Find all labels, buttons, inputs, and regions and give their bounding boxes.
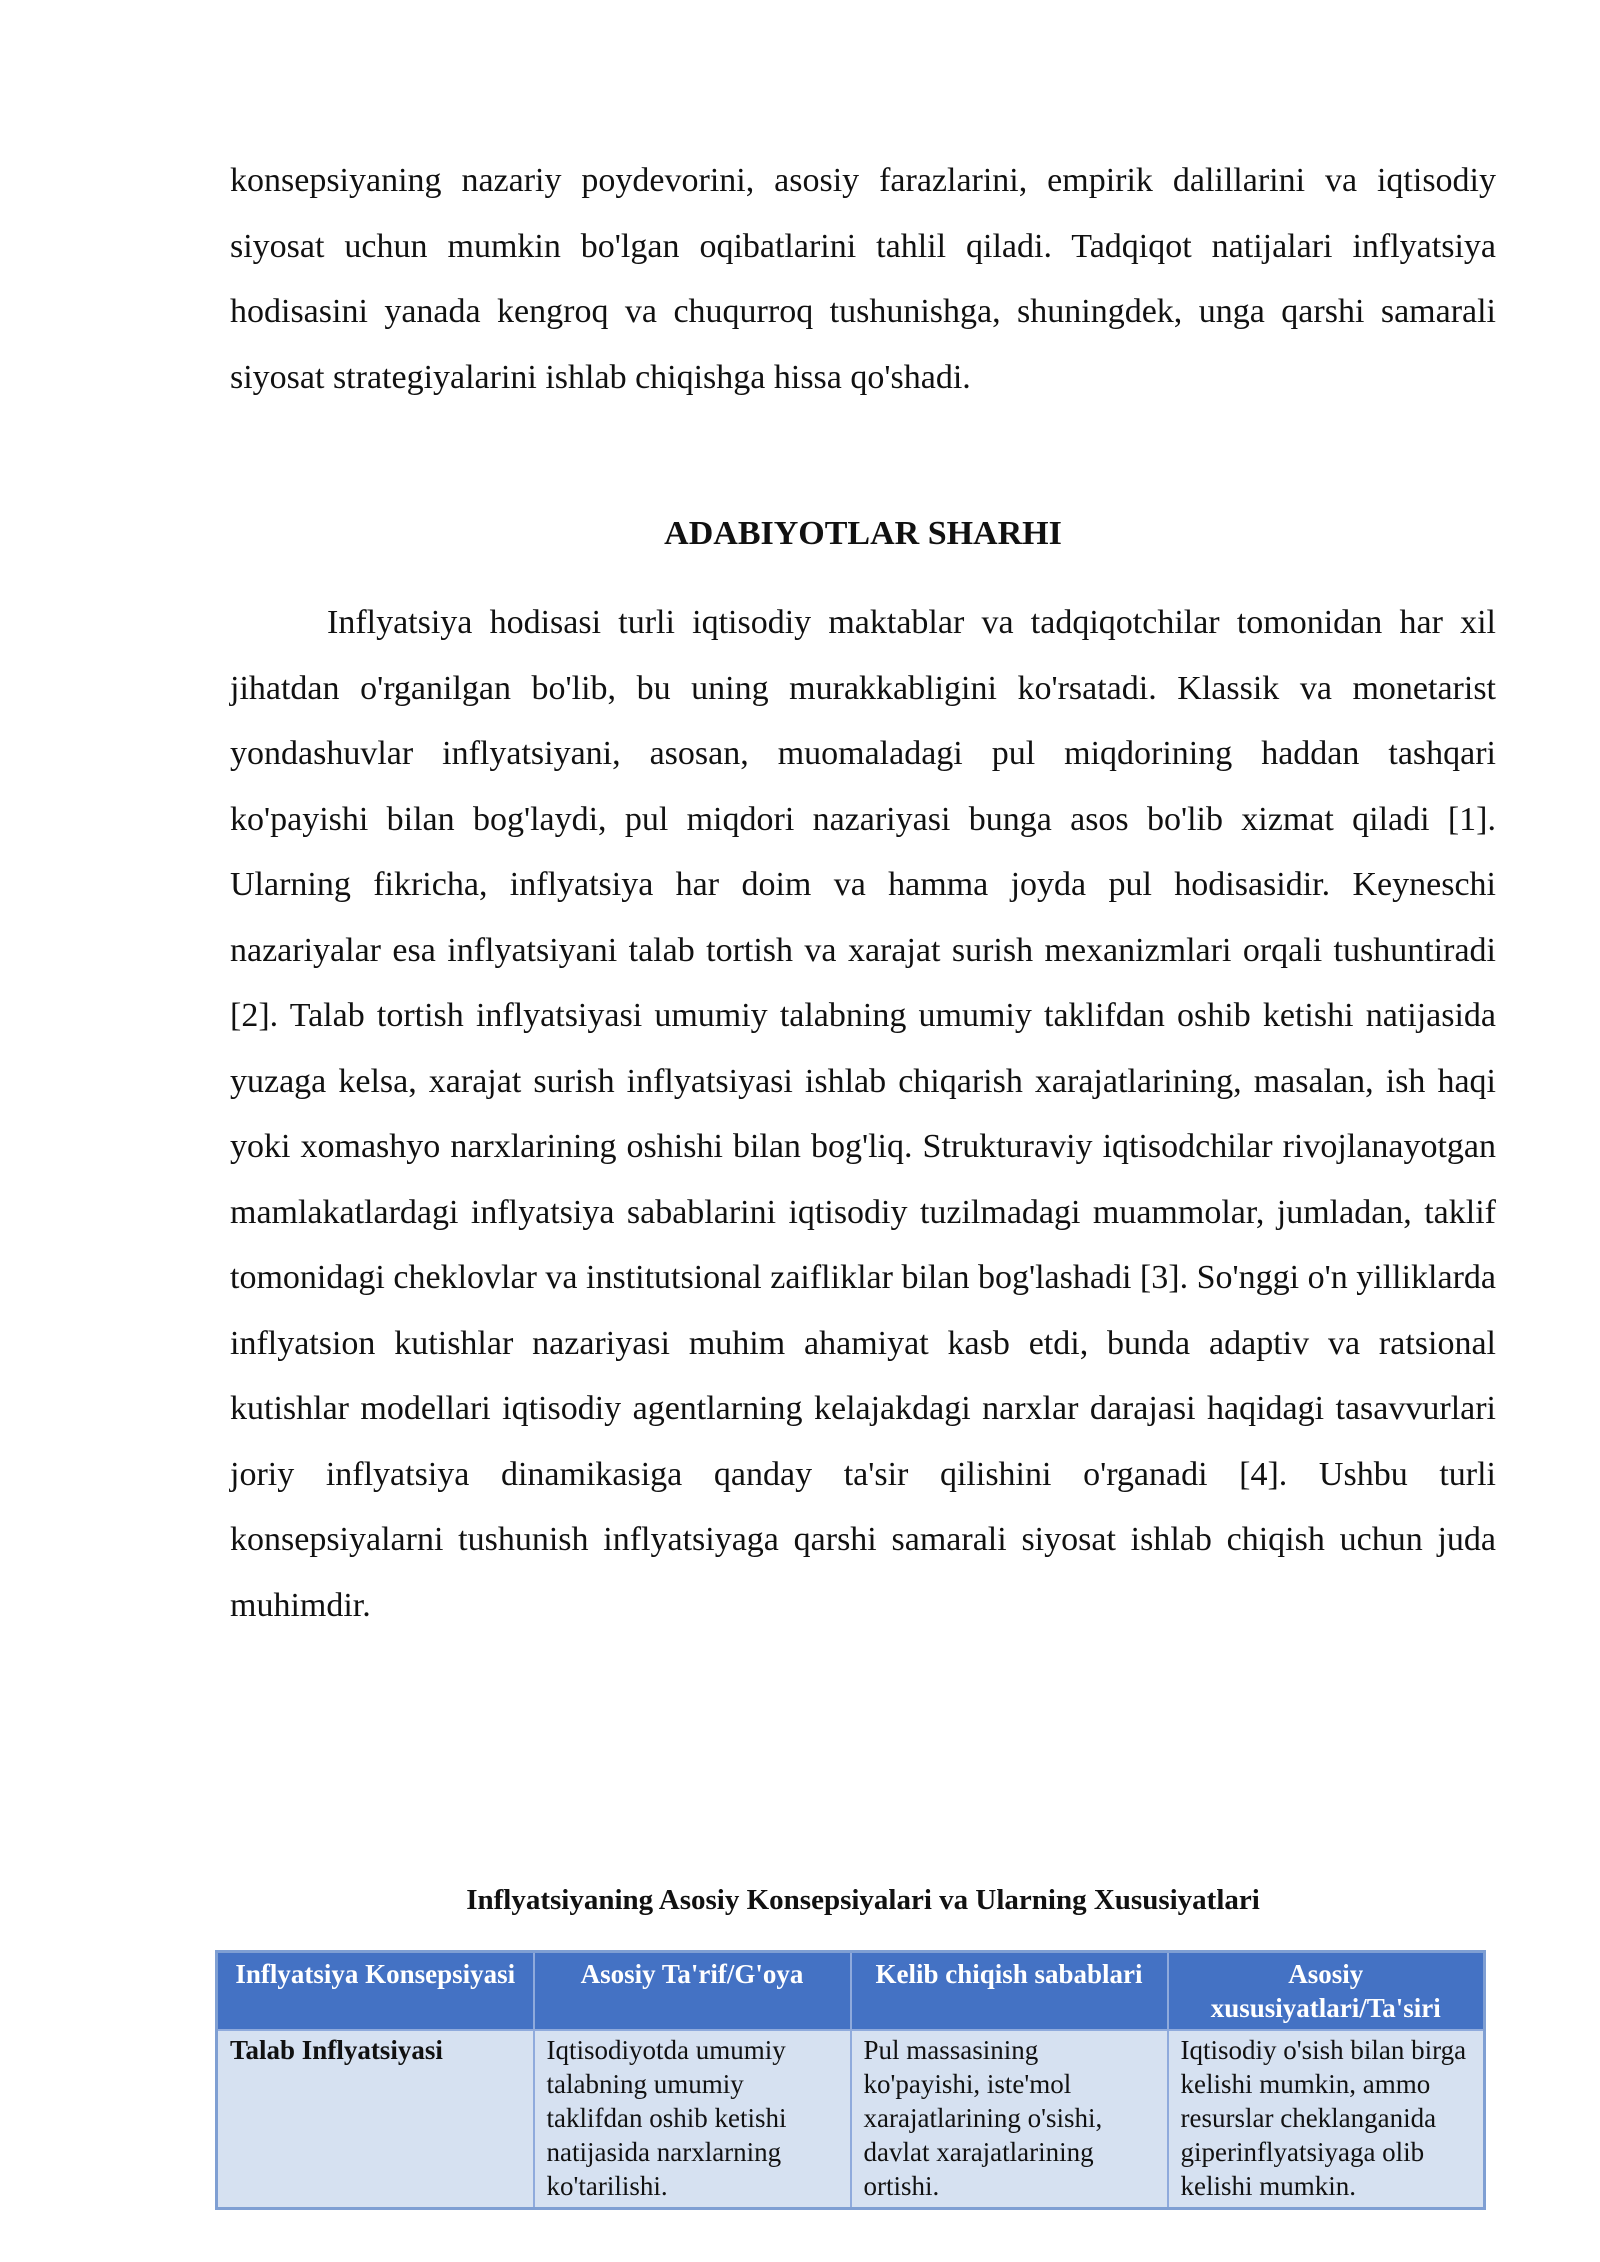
cell-definition: Iqtisodiyotda umumiy talabning umumiy taklifdan oshib ketishi natijasida narxlarning ko'tarilishi. [534, 2030, 851, 2209]
header-concept: Inflyatsiya Konsepsiyasi [217, 1952, 534, 2031]
intro-paragraph: konsepsiyaning nazariy poydevorini, asosiy farazlarini, empirik dalillarini va iqtisodiy siyosat uchun mumkin bo'lgan oqibatlarini tahlil qiladi. Tadqiqot natijalari inflyatsiya hodisasini yanada kengroq va chuqurroq tushunishga, shuningdek, unga qarshi samarali siyosat strategiyalarini ishlab chiqishga hissa qo'shadi. [230, 162, 1496, 396]
table-row [217, 2030, 1485, 2209]
table-caption: Inflyatsiyaning Asosiy Konsepsiyalari va Ularning Xususiyatlari [466, 1884, 1260, 1916]
cell-concept: Talab Inflyatsiyasi [217, 2030, 534, 2209]
literature-review-paragraph: Inflyatsiya hodisasi turli iqtisodiy maktablar va tadqiqotchilar tomonidan har xil jihatdan o'rganilgan bo'lib, bu uning murakkabligini ko'rsatadi. Klassik va monetarist yondashuvlar inflyatsiyani, asosan, muomaladagi pul miqdorining haddan tashqari ko'payishi bilan bog'laydi, pul miqdori nazariyasi bunga asos bo'lib xizmat qiladi [1]. Ularning fikricha, inflyatsiya har doim va hamma joyda pul hodisasidir. Keyneschi nazariyalar esa inflyatsiyani talab tortish va xarajat surish mexanizmlari orqali tushuntiradi [2]. Talab tortish inflyatsiyasi umumiy talabning umumiy taklifdan oshib ketishi natijasida yuzaga kelsa, xarajat surish inflyatsiyasi ishlab chiqarish xarajatlarining, masalan, ish haqi yoki xomashyo narxlarining oshishi bilan bog'liq. Strukturaviy iqtisodchilar rivojlanayotgan mamlakatlardagi inflyatsiya sabablarini iqtisodiy tuzilmadagi muammolar, jumladan, taklif tomonidagi cheklovlar va institutsional zaifliklar bilan bog'lashadi [3]. So'nggi o'n yilliklarda inflyatsion kutishlar nazariyasi muhim ahamiyat kasb etdi, bunda adaptiv va ratsional kutishlar modellari iqtisodiy agentlarning kelajakdagi narxlar darajasi haqidagi tasavvurlari joriy inflyatsiya dinamikasiga qanday ta'sir qilishini o'rganadi [4]. Ushbu turli konsepsiyalarni tushunish inflyatsiyaga qarshi samarali siyosat ishlab chiqish uchun juda muhimdir. [230, 604, 1496, 1624]
header-definition: Asosiy Ta'rif/G'oya [534, 1952, 851, 2031]
cell-causes: Pul massasining ko'payishi, iste'mol xarajatlarining o'sishi, davlat xarajatlarining ortishi. [851, 2030, 1168, 2209]
table-header-row [217, 1952, 1485, 2031]
cell-features: Iqtisodiy o'sish bilan birga kelishi mumkin, ammo resurslar cheklanganida giperinflyatsiyaga olib kelishi mumkin. [1168, 2030, 1485, 2209]
header-causes: Kelib chiqish sabablari [851, 1952, 1168, 2031]
section-heading: ADABIYOTLAR SHARHI [664, 515, 1062, 552]
concepts-table [215, 1950, 1486, 2210]
header-features: Asosiy xususiyatlari/Ta'siri [1168, 1952, 1485, 2031]
